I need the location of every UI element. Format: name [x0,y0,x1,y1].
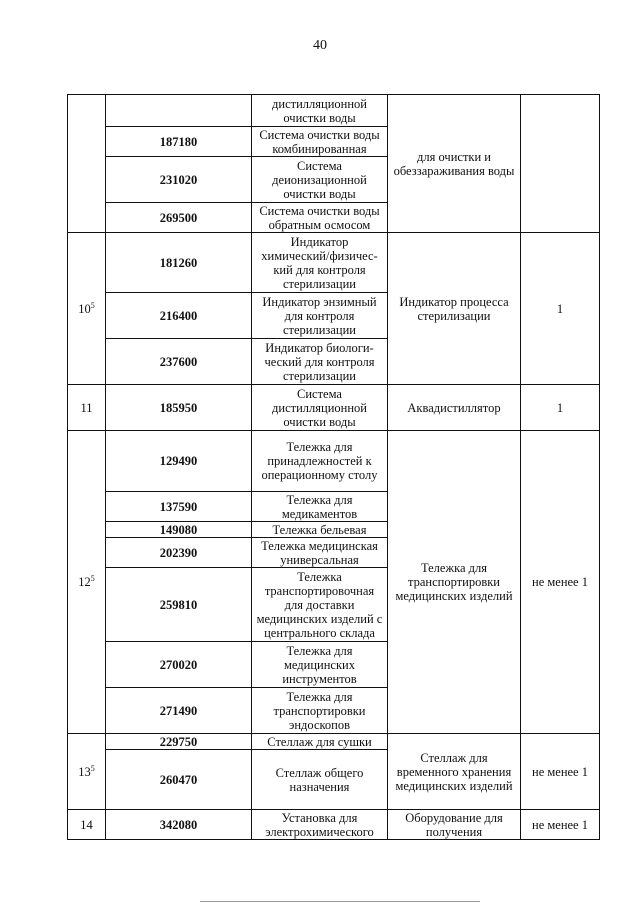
code-cell: 185950 [106,385,252,431]
code-cell: 187180 [106,127,252,157]
code-cell: 129490 [106,431,252,492]
type-cell: Аквадистиллятор [388,385,521,431]
quantity-cell [521,95,600,233]
name-cell: Система очистки воды комбинированная [252,127,388,157]
type-cell: Индикатор процесса стерилизации [388,233,521,385]
row-number-cell: $10^5$ [68,233,106,385]
name-cell: Индикатор химический/физичес-кий для контроля стерилизации [252,233,388,293]
code-cell: 269500 [106,203,252,233]
table-row [68,810,600,840]
quantity-cell: не менее 1 [521,810,600,840]
type-cell: для очистки и обеззараживания воды [388,95,521,233]
code-cell: 271490 [106,688,252,734]
table-row [68,233,600,293]
quantity-cell: 1 [521,385,600,431]
name-cell: Индикатор энзимный для контроля стерилизации [252,293,388,339]
table-row [68,431,600,492]
name-cell: Тележка транспортировочная для доставки медицинских изделий с центрального склада [252,568,388,642]
table-row [68,734,600,750]
code-cell: 270020 [106,642,252,688]
code-cell: 237600 [106,339,252,385]
quantity-cell: не менее 1 [521,734,600,810]
name-cell: Стеллаж для сушки [252,734,388,750]
quantity-cell: не менее 1 [521,431,600,734]
code-cell: 202390 [106,538,252,568]
type-cell: Стеллаж для временного хранения медицинских изделий [388,734,521,810]
name-cell: Система деионизационной очистки воды [252,157,388,203]
name-cell: дистилляционной очистки воды [252,95,388,127]
type-cell: Тележка для транспортировки медицинских изделий [388,431,521,734]
row-number-cell: 14 [68,810,106,840]
name-cell: Тележка бельевая [252,522,388,538]
name-cell: Стеллаж общего назначения [252,750,388,810]
name-cell: Система очистки воды обратным осмосом [252,203,388,233]
name-cell: Тележка для медицинских инструментов [252,642,388,688]
page-number: 40 [313,38,327,53]
row-number-cell [68,95,106,233]
row-number-cell: $12^5$ [68,431,106,734]
quantity-cell: 1 [521,233,600,385]
code-cell: 229750 [106,734,252,750]
name-cell: Индикатор биологи-ческий для контроля стерилизации [252,339,388,385]
name-cell: Тележка медицинская универсальная [252,538,388,568]
name-cell: Тележка для транспортировки эндоскопов [252,688,388,734]
type-cell: Оборудование для получения [388,810,521,840]
table-row [68,385,600,431]
name-cell: Тележка для медикаментов [252,492,388,522]
name-cell: Система дистилляционной очистки воды [252,385,388,431]
code-cell: 259810 [106,568,252,642]
row-number-cell: $13^5$ [68,734,106,810]
code-cell [106,95,252,127]
code-cell: 342080 [106,810,252,840]
code-cell: 231020 [106,157,252,203]
table-row [68,95,600,127]
row-number-cell: 11 [68,385,106,431]
name-cell: Установка для электрохимического [252,810,388,840]
code-cell: 137590 [106,492,252,522]
code-cell: 216400 [106,293,252,339]
equipment-table [67,94,600,840]
code-cell: 260470 [106,750,252,810]
name-cell: Тележка для принадлежностей к операционному столу [252,431,388,492]
page-bottom-edge [200,901,480,902]
code-cell: 181260 [106,233,252,293]
code-cell: 149080 [106,522,252,538]
